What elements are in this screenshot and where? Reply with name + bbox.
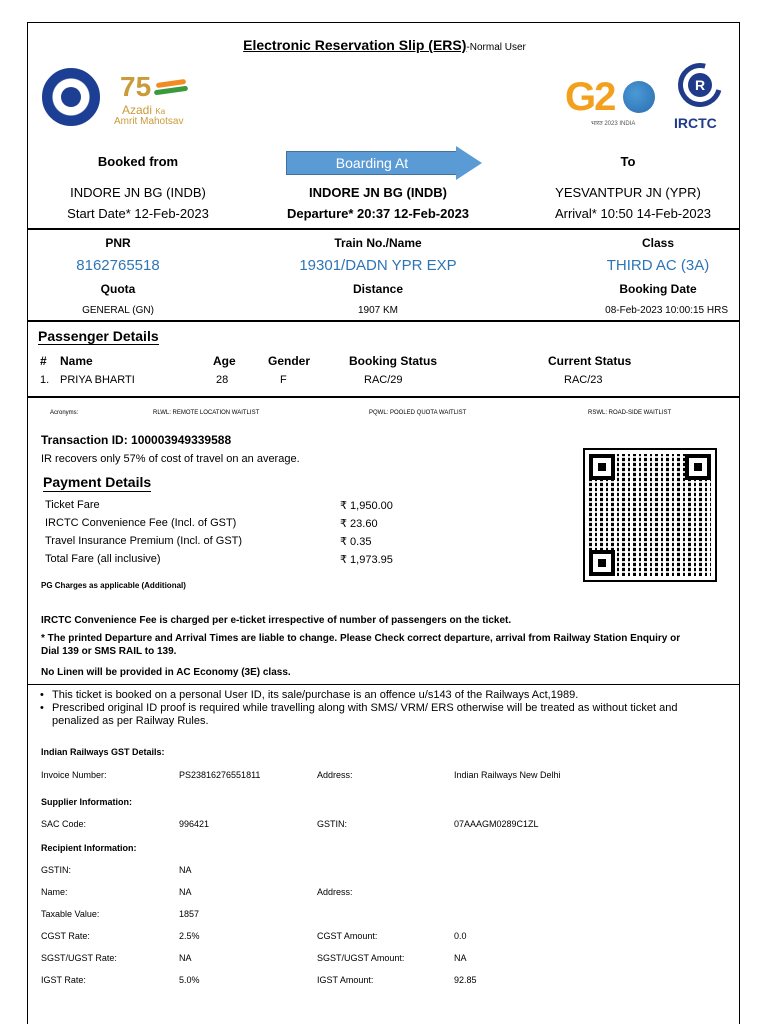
col-booking-status: Booking Status xyxy=(349,354,438,368)
payment-value: ₹ 23.60 xyxy=(340,518,378,530)
ers-ticket xyxy=(27,22,740,1024)
quota-label: Quota xyxy=(100,282,136,296)
igst-amount-label: IGST Amount: xyxy=(317,975,374,985)
payment-label: Travel Insurance Premium (Incl. of GST) xyxy=(45,535,243,547)
indian-railways-logo xyxy=(42,68,100,126)
pg-charges-note: PG Charges as applicable (Additional) xyxy=(41,581,186,590)
pnr-value: 8162765518 xyxy=(76,257,160,274)
col-age: Age xyxy=(213,354,236,368)
passenger-number: 1. xyxy=(40,374,50,386)
distance-value: 1907 KM xyxy=(357,305,399,316)
invoice-value: PS23816276551811 xyxy=(179,770,261,780)
invoice-label: Invoice Number: xyxy=(41,770,107,780)
igst-amount-value: 92.85 xyxy=(454,975,477,985)
title-main: Electronic Reservation Slip (ERS) xyxy=(243,37,467,53)
col-current-status: Current Status xyxy=(548,354,632,368)
igst-rate-value: 5.0% xyxy=(179,975,200,985)
class-value: THIRD AC (3A) xyxy=(606,257,710,274)
recipient-name-value: NA xyxy=(179,887,192,897)
acronyms-label: Acronyms: xyxy=(50,410,79,416)
recipient-address-label: Address: xyxy=(317,887,353,897)
distance-label: Distance xyxy=(352,282,404,296)
payment-value: ₹ 1,973.95 xyxy=(340,554,393,566)
boarding-at-label: Boarding At xyxy=(335,155,409,171)
payment-value: ₹ 0.35 xyxy=(340,536,372,548)
passenger-details-heading: Passenger Details xyxy=(38,328,159,344)
payment-label: Total Fare (all inclusive) xyxy=(45,553,161,565)
qr-code xyxy=(583,448,717,582)
irctc-logo: R IRCTC xyxy=(668,63,732,133)
sgst-rate-label: SGST/UGST Rate: xyxy=(41,953,117,963)
passenger-name: PRIYA BHARTI xyxy=(60,374,135,386)
payment-value: ₹ 1,950.00 xyxy=(340,500,393,512)
gstin-value: 07AAAGM0289C1ZL xyxy=(454,819,539,829)
pnr-label: PNR xyxy=(105,236,131,250)
cgst-amount-label: CGST Amount: xyxy=(317,931,378,941)
gst-heading: Indian Railways GST Details: xyxy=(41,747,165,757)
payment-label: Ticket Fare xyxy=(45,499,100,511)
recipient-gstin-value: NA xyxy=(179,865,192,875)
transaction-id: Transaction ID: 100003949339588 xyxy=(41,433,232,447)
passenger-booking-status: RAC/29 xyxy=(364,374,403,386)
divider xyxy=(28,228,739,230)
title-user-type: -Normal User xyxy=(466,42,526,53)
col-name: Name xyxy=(60,354,93,368)
start-date: Start Date* 12-Feb-2023 xyxy=(67,206,209,221)
taxable-label: Taxable Value: xyxy=(41,909,100,919)
payment-label: IRCTC Convenience Fee (Incl. of GST) xyxy=(45,517,237,529)
ticket-rules xyxy=(38,689,677,728)
acronym-rswl: RSWL: ROAD-SIDE WAITLIST xyxy=(588,410,672,416)
igst-rate-label: IGST Rate: xyxy=(41,975,86,985)
booking-date-label: Booking Date xyxy=(619,282,697,296)
col-gender: Gender xyxy=(268,354,311,368)
timing-note-line2: Dial 139 or SMS RAIL to 139. xyxy=(41,646,177,657)
rule-item: • Prescribed original ID proof is required while travelling along with SMS/ VRM/ ERS otherwise will be treated as without ticket and penalized as per Railway Rules. xyxy=(38,702,677,728)
sgst-amount-value: NA xyxy=(454,953,467,963)
taxable-value: 1857 xyxy=(179,909,200,919)
sac-label: SAC Code: xyxy=(41,819,87,829)
address-label: Address: xyxy=(317,770,353,780)
sac-value: 996421 xyxy=(179,819,210,829)
cgst-rate-value: 2.5% xyxy=(179,931,200,941)
recovery-note: IR recovers only 57% of cost of travel on an average. xyxy=(41,453,300,465)
supplier-heading: Supplier Information: xyxy=(41,797,132,807)
passenger-age: 28 xyxy=(216,374,229,386)
azadi-ka-amrit-mahotsav-logo: 75 Azadi Ka Amrit Mahotsav xyxy=(110,71,210,131)
acronym-rlwl: RLWL: REMOTE LOCATION WAITLIST xyxy=(153,410,260,416)
booked-from-label: Booked from xyxy=(97,154,179,169)
divider xyxy=(28,320,739,322)
to-label: To xyxy=(620,154,636,169)
timing-note-line1: * The printed Departure and Arrival Times are liable to change. Please Check correct departure, arrival from Railway Station Enquiry or xyxy=(41,633,681,644)
col-number: # xyxy=(40,354,47,368)
g20-logo: G2 भारत 2023 INDIA xyxy=(565,75,655,125)
payment-details-heading: Payment Details xyxy=(43,474,152,490)
quota-value: GENERAL (GN) xyxy=(82,305,154,316)
boarding-station: INDORE JN BG (INDB) xyxy=(309,185,447,200)
convenience-fee-note: IRCTC Convenience Fee is charged per e-ticket irrespective of number of passengers on the ticket. xyxy=(41,615,512,626)
passenger-current-status: RAC/23 xyxy=(564,374,603,386)
from-station: INDORE JN BG (INDB) xyxy=(70,185,206,200)
to-station: YESVANTPUR JN (YPR) xyxy=(555,185,701,200)
sgst-amount-label: SGST/UGST Amount: xyxy=(317,953,405,963)
linen-note: No Linen will be provided in AC Economy (3E) class. xyxy=(41,667,291,678)
cgst-rate-label: CGST Rate: xyxy=(41,931,90,941)
recipient-name-label: Name: xyxy=(41,887,68,897)
recipient-gstin-label: GSTIN: xyxy=(41,865,72,875)
address-value: Indian Railways New Delhi xyxy=(454,770,561,780)
acronym-pqwl: PQWL: POOLED QUOTA WAITLIST xyxy=(369,410,467,416)
sgst-rate-value: NA xyxy=(179,953,192,963)
recipient-heading: Recipient Information: xyxy=(41,843,137,853)
train-label: Train No./Name xyxy=(334,236,422,250)
arrival-time: Arrival* 10:50 14-Feb-2023 xyxy=(554,206,712,221)
divider xyxy=(28,396,739,398)
booking-date-value: 08-Feb-2023 10:00:15 HRS xyxy=(605,305,728,316)
class-label: Class xyxy=(641,236,675,250)
passenger-gender: F xyxy=(280,374,287,386)
gstin-label: GSTIN: xyxy=(317,819,348,829)
boarding-arrow xyxy=(286,147,482,179)
divider xyxy=(28,684,739,685)
departure-time: Departure* 20:37 12-Feb-2023 xyxy=(286,206,470,221)
ticket-title xyxy=(28,37,741,53)
train-value: 19301/DADN YPR EXP xyxy=(299,257,457,274)
rule-item: • This ticket is booked on a personal User ID, its sale/purchase is an offence u/s143 of the Railways Act,1989. xyxy=(38,689,677,702)
cgst-amount-value: 0.0 xyxy=(454,931,467,941)
